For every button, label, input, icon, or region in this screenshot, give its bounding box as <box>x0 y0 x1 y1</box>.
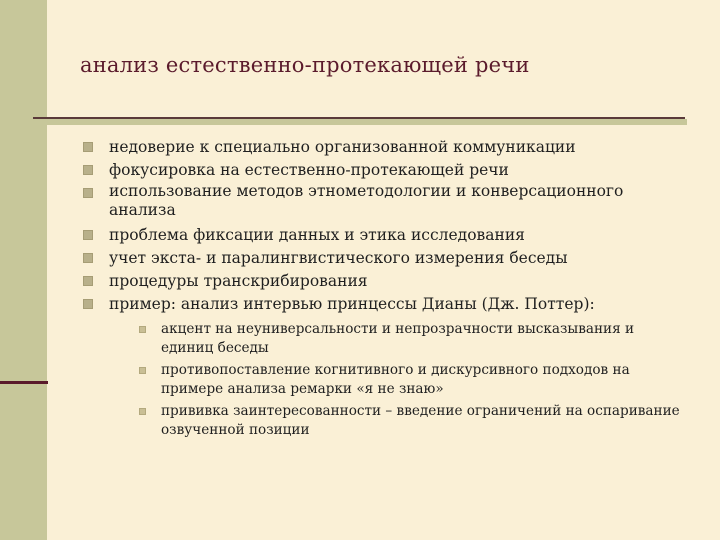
list-item <box>83 159 683 182</box>
list-item <box>83 224 683 247</box>
side-decor-band <box>0 0 47 540</box>
list-item-text: процедуры транскрибирования <box>109 272 368 290</box>
square-bullet-icon <box>83 253 93 263</box>
small-square-bullet-icon <box>139 367 146 374</box>
list-item <box>83 270 683 293</box>
sub-bullet-list <box>109 320 683 440</box>
sub-list-item-text: прививка заинтересованности – введение ограничений на оспаривание озвученной позиции <box>161 403 680 438</box>
square-bullet-icon <box>83 165 93 175</box>
square-bullet-icon <box>83 142 93 152</box>
side-accent-line <box>0 381 48 384</box>
list-item-text: недоверие к специально организованной коммуникации <box>109 138 576 156</box>
sub-list-item <box>139 361 683 399</box>
square-bullet-icon <box>83 188 93 198</box>
square-bullet-icon <box>83 299 93 309</box>
sub-list-item-text: акцент на неуниверсальности и непрозрачности высказывания и единиц беседы <box>161 321 635 356</box>
list-item <box>83 293 683 440</box>
square-bullet-icon <box>83 276 93 286</box>
list-item <box>83 136 683 159</box>
sub-list-item-text: противопоставление когнитивного и дискурсивного подходов на примере анализа ремарки «я не знаю» <box>161 362 630 397</box>
list-item-text: учет экста- и паралингвистического измерения беседы <box>109 249 568 267</box>
small-square-bullet-icon <box>139 326 146 333</box>
title-divider-shadow <box>47 119 687 125</box>
list-item-text: проблема фиксации данных и этика исследования <box>109 226 525 244</box>
slide-title: анализ естественно-протекающей речи <box>80 53 530 77</box>
bullet-list <box>83 136 683 443</box>
list-item-text: пример: анализ интервью принцессы Дианы (Дж. Поттер): <box>109 295 595 313</box>
list-item <box>83 247 683 270</box>
sub-list-item <box>139 320 683 358</box>
small-square-bullet-icon <box>139 408 146 415</box>
square-bullet-icon <box>83 230 93 240</box>
sub-list-item <box>139 402 683 440</box>
list-item-text: использование методов этнометодологии и конверсационного анализа <box>109 182 624 219</box>
list-item <box>83 182 683 220</box>
list-item-text: фокусировка на естественно-протекающей речи <box>109 161 509 179</box>
